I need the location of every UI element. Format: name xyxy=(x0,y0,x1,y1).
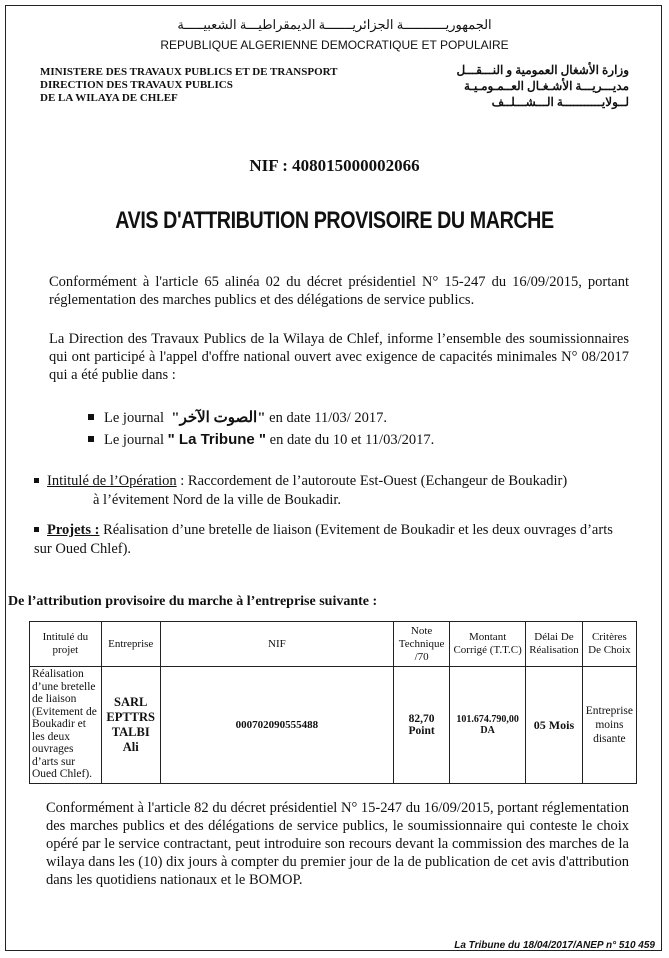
journal-date: en date du 10 et 11/03/2017. xyxy=(269,432,435,448)
cell-nif: 000702090555488 xyxy=(160,667,393,784)
list-item xyxy=(88,407,434,429)
direction-paragraph: La Direction des Travaux Publics de la Wilaya de Chlef, informe l’ensemble des soumissionnaires qui ont participé à l'appel d'offre national ouvert avec exigence de capacités minimales N° 08/2017 qui a été publie dans : xyxy=(49,331,629,383)
column-header: NIF xyxy=(160,622,393,667)
recourse-paragraph: Conformément à l'article 82 du décret présidentiel N° 15-247 du 16/09/2015, portant réglementation des marches publics et des délégations de service publics, le soumissionnaire qui conteste le choix opéré par le service contractant, peut introduire son recours devant la commission des marches de la wilaya dans les (10) dix jours à compter du premier jour de la de publication de cet avis d'attribution dans les quotidiens nationaux et le BOMOP. xyxy=(46,800,629,888)
column-header: Montant Corrigé (T.T.C) xyxy=(450,622,526,667)
page-title: AVIS D'ATTRIBUTION PROVISOIRE DU MARCHE xyxy=(115,207,554,234)
wilaya-line-ar: لــولايـــــــــــة الـــشـــلــف xyxy=(491,95,629,109)
cell-criteres: Entreprise moins disante xyxy=(582,667,636,784)
projets-block xyxy=(34,521,634,559)
journal-prefix: Le journal xyxy=(104,410,164,426)
award-table xyxy=(29,621,637,784)
column-header: Entreprise xyxy=(101,622,160,667)
bullet-icon xyxy=(34,478,39,483)
wilaya-line: DE LA WILAYA DE CHLEF xyxy=(40,92,178,104)
arabic-republic-header: الجمهوريـــــــــــة الجزائريـــــــة الديمقراطيـــة الشعبيـــــة xyxy=(177,17,492,32)
cell-note: 82,70 Point xyxy=(394,667,450,784)
french-republic-header: REPUBLIQUE ALGERIENNE DEMOCRATIQUE ET POPULAIRE xyxy=(160,38,509,52)
journal-name: "الصوت الآخر" xyxy=(171,410,266,426)
ministry-block-fr xyxy=(40,66,338,105)
table-header-row xyxy=(30,622,637,667)
operation-text: : Raccordement de l’autoroute Est-Ouest (Echangeur de Boukadir) xyxy=(180,473,568,489)
bullet-icon xyxy=(88,436,94,442)
journal-name: " La Tribune " xyxy=(167,431,267,448)
column-header: Note Technique /70 xyxy=(394,622,450,667)
cell-montant: 101.674.790,00 DA xyxy=(450,667,526,784)
cell-entreprise: SARL EPTTRS TALBI Ali xyxy=(101,667,160,784)
cell-projet: Réalisation d’une bretelle de liaison (Evitement de Boukadir et les deux ouvrages d’arts sur Oued Chlef). xyxy=(30,667,102,784)
column-header: Intitulé du projet xyxy=(30,622,102,667)
operation-text-continued: à l’évitement Nord de la ville de Boukadir. xyxy=(93,492,342,508)
operation-label: Intitulé de l’Opération xyxy=(47,473,177,489)
table-row xyxy=(30,667,637,784)
column-header: Délai De Réalisation xyxy=(526,622,583,667)
list-item xyxy=(88,429,434,451)
projets-label: Projets : xyxy=(47,522,100,538)
intro-paragraph: Conformément à l'article 65 alinéa 02 du décret présidentiel N° 15-247 du 16/09/2015, portant réglementation des marches publics et des délégations de service publics. xyxy=(49,274,629,308)
column-header: Critères De Choix xyxy=(582,622,636,667)
operation-block xyxy=(34,472,634,510)
bullet-icon xyxy=(88,414,94,420)
journal-list xyxy=(88,407,434,451)
ministry-line-ar: وزارة الأشغال العمومية و النـــقـــل xyxy=(456,63,629,77)
cell-delai: 05 Mois xyxy=(526,667,583,784)
projets-text: Réalisation d’une bretelle de liaison (Evitement de Boukadir et les deux ouvrages d’arts sur Oued Chlef). xyxy=(34,522,613,557)
direction-line: DIRECTION DES TRAVAUX PUBLICS xyxy=(40,79,233,91)
ministry-line: MINISTERE DES TRAVAUX PUBLICS ET DE TRANSPORT xyxy=(40,66,338,78)
publication-footer: La Tribune du 18/04/2017/ANEP n° 510 459 xyxy=(454,940,655,951)
ministry-block-ar xyxy=(457,62,629,110)
journal-date: en date 11/03/ 2017. xyxy=(269,410,388,426)
journal-prefix: Le journal xyxy=(104,432,164,448)
bullet-icon xyxy=(34,527,39,532)
nif-header: NIF : 408015000002066 xyxy=(249,156,420,175)
direction-line-ar: مديـــريـــة الأشـغـال العــمـومـيـة xyxy=(464,79,629,93)
attribution-heading: De l’attribution provisoire du marche à l’entreprise suivante : xyxy=(8,594,378,609)
